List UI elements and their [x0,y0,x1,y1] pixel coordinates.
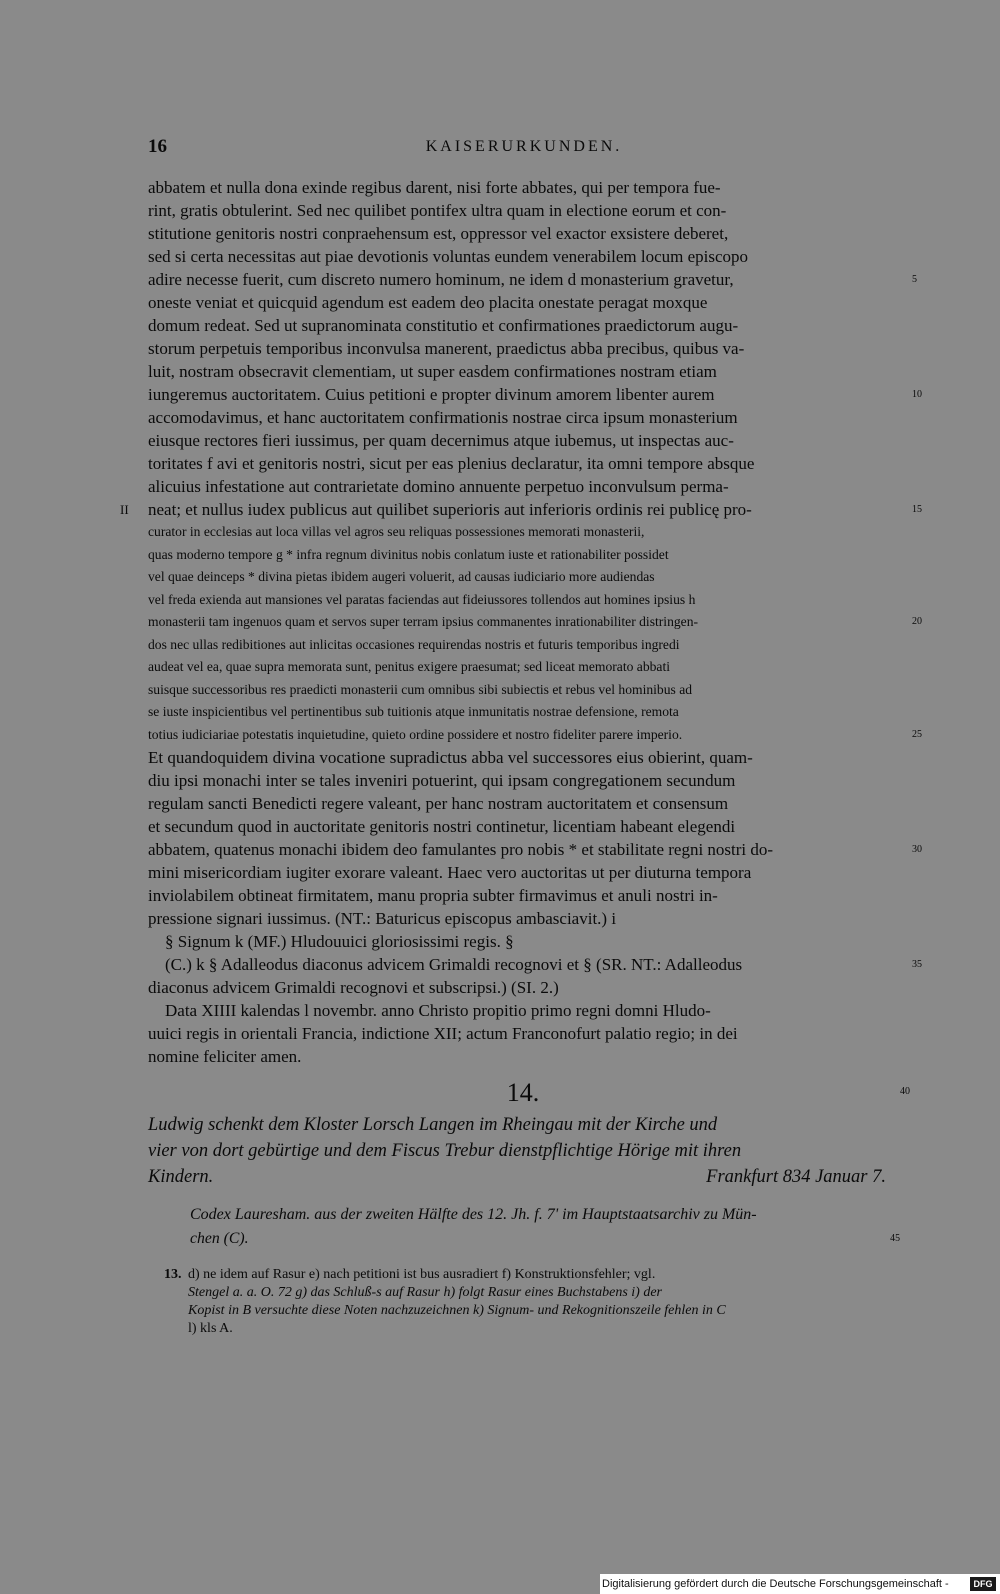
line-text: se iuste inspicientibus vel pertinentibus sub tuitionis atque inmunitatis nostrae defensione, remota [148,704,679,719]
charter-text [120,176,922,1068]
line-number: 30 [912,844,922,855]
footnote-line: Stengel a. a. O. 72 g) das Schluß-s auf Rasur h) folgt Rasur eines Buchstabens i) der [188,1285,663,1300]
footnote-text: d) ne idem auf Rasur e) nach petitioni ist bus ausradiert f) Konstruktionsfehler; vgl. [188,1267,656,1282]
text-line [148,634,898,657]
text-line [148,769,898,792]
text-line [148,589,898,612]
line-text: regulam sancti Benedicti regere valeant, per hanc nostram auctoritatem et consensum [148,794,729,813]
line-text: quas moderno tempore g * infra regnum divinitus nobis conlatum iuste et rationabiliter possidet [148,546,669,562]
line-number: 10 [912,389,922,400]
text-line [148,861,898,884]
line-text: pressione signari iussimus. (NT.: Baturicus episcopus ambasciavit.) i [148,909,617,928]
line-number: 25 [912,728,922,740]
text-line [148,746,898,769]
text-line [148,999,898,1022]
text-line [148,976,898,999]
text-line [148,611,922,634]
line-text: sed si certa necessitas aut piae devotionis voluntas eundem venerabilem locum episcopo [148,247,749,266]
line-text: stitutione genitoris nostri conpraehensum est, oppressor vel exactor exsistere deberet, [148,224,729,243]
line-text: alicuius infestatione aut contrarietate domino annuente perpetuo inconvulsum perma- [148,477,729,496]
document-number-block [148,1078,910,1108]
text-line [148,176,898,199]
text-line [148,701,898,724]
line-text: uuici regis in orientali Francia, indictione XII; actum Franconofurt palatio regio; in dei [148,1024,738,1043]
text-line [148,1022,898,1045]
line-text: luit, nostram obsecravit clementiam, ut super easdem confirmationes nostram etiam [148,362,717,381]
footnote-line: l) kls A. [188,1321,233,1336]
line-text: et secundum quod in auctoritate genitoris nostri continetur, licentiam habeant elegendi [148,817,736,836]
text-line [148,544,898,567]
regest-line: vier von dort gebürtige und dem Fiscus Trebur dienstpflichtige Hörige mit ihren [148,1141,742,1161]
line-text: storum perpetuis temporibus inconvulsa manerent, praedictus abba precibus, quibus va- [148,339,745,358]
line-text: abbatem, quatenus monachi ibidem deo famulantes pro nobis * et stabilitate regni nostri do- [148,840,774,859]
line-number: 35 [912,959,922,970]
line-text: neat; et nullus iudex publicus aut quilibet superioris aut inferioris ordinis rei publicę pro- [148,500,752,519]
line-text: domum redeat. Sed ut supranominata constitutio et confirmationes praedictorum augu- [148,316,739,335]
text-line [148,656,898,679]
text-line [148,792,898,815]
line-text: toritates f avi et genitoris nostri, sicut per eas plenius declaratur, ita omni tempore absque [148,454,755,473]
line-text: accomodavimus, et hanc auctoritatem confirmationis nostrae circa ipsum monasterium [148,408,738,427]
line-number: 20 [912,616,922,627]
line-text: eiusque rectores fieri iussimus, per quam decernimus atque iubemus, ut inspectas auc- [148,431,734,450]
line-text: monasterii tam ingenuos quam et servos super terram ipsius commanentes inrationabiliter distringen- [148,614,699,629]
text-line [148,930,898,953]
line-text: oneste veniat et quicquid agendum est eadem deo placita onestate peragat moxque [148,293,708,312]
line-text: rint, gratis obtulerint. Sed nec quilibet pontifex ultra quam in electione eorum et con- [148,201,727,220]
original-page-marker: II [120,502,129,517]
line-text: vel quae deinceps * divina pietas ibidem augeri voluerit, ad causas iudiciario more audiendas [148,569,655,584]
line-text: (C.) k § Adalleodus diaconus advicem Grimaldi recognovi et § (SR. NT.: Adalleodus [148,955,743,974]
source-line [190,1227,900,1251]
line-text: suisque successoribus res praedicti monasterii cum omnibus sibi subiectis et rebus vel hominibus ad [148,681,693,697]
text-line [148,475,898,498]
text-line [148,406,898,429]
line-text: mini misericordiam iugiter exorare valeant. Haec vero auctoritas ut per diuturna tempora [148,863,752,882]
footnote-line: Kopist in B versuchte diese Noten nachzuzeichnen k) Signum- und Rekognitionszeile fehlen in C [188,1303,726,1318]
text-line [148,429,898,452]
page-header [148,136,900,164]
line-text: dos nec ullas redibitiones aut inlicitas occasiones requirendas nostris et futuris temporibus ingredi [148,636,680,652]
text-line [148,1045,898,1068]
text-line [148,884,898,907]
line-text: audeat vel ea, quae supra memorata sunt, penitus exigere praesumat; sed liceat memorato abbati [148,659,671,674]
document-number: 14. [506,1078,540,1107]
text-line [148,679,898,702]
line-text: iungeremus auctoritatem. Cuius petitioni e propter divinum amorem libenter aurem [148,385,715,404]
dfg-logo: DFG [970,1577,996,1591]
line-text: adire necesse fuerit, cum discreto numero hominum, ne idem d monasterium gravetur, [148,270,734,289]
regest-line [148,1164,900,1190]
source-line: Codex Lauresham. aus der zweiten Hälfte des 12. Jh. f. 7' im Hauptstaatsarchiv zu Mün- [190,1206,757,1223]
regest-line-text: Kindern. [148,1167,214,1187]
text-line [148,383,922,406]
line-text: Et quandoquidem divina vocatione supradictus abba vel successores eius obierint, quam- [148,748,753,767]
page-number: 16 [148,136,167,157]
footer-text: Digitalisierung gefördert durch die Deutsche Forschungsgemeinschaft - [602,1578,949,1590]
line-number: 15 [912,504,922,515]
text-line [148,337,898,360]
running-title: KAISERURKUNDEN. [425,138,623,155]
footnotes [164,1266,900,1338]
text-line [148,291,898,314]
text-line [148,838,922,861]
text-line [148,566,898,589]
digitization-footer [600,1574,1000,1594]
line-text: diaconus advicem Grimaldi recognovi et subscripsi.) (SI. 2.) [148,978,559,997]
text-line [120,498,922,521]
line-text: totius iudiciariae potestatis inquietudine, quieto ordine possidere et nostro fideliter parere imperio. [148,726,683,742]
line-number: 5 [912,274,917,285]
place-date: Frankfurt 834 Januar 7. [706,1167,886,1187]
text-line [148,268,917,291]
text-line [148,245,898,268]
line-number: 45 [890,1233,900,1244]
text-line [148,815,898,838]
regest [148,1112,900,1190]
source-note [190,1203,900,1251]
text-line [148,199,898,222]
text-line [148,222,898,245]
text-line [148,452,898,475]
line-text: abbatem et nulla dona exinde regibus darent, nisi forte abbates, qui per tempora fue- [148,178,721,197]
line-text: curator in ecclesias aut loca villas vel agros seu reliquas possessiones memorati monasterii, [148,524,645,539]
regest-line: Ludwig schenkt dem Kloster Lorsch Langen im Rheingau mit der Kirche und [148,1115,718,1135]
text-line [148,521,898,544]
text-line [148,724,922,747]
footnote-document-number: 13. [164,1267,182,1282]
source-line-text: chen (C). [190,1230,249,1247]
line-number: 40 [900,1086,910,1097]
text-line [148,953,922,976]
text-line [148,907,898,930]
line-text: diu ipsi monachi inter se tales inveniri potuerint, qui ipsam congregationem secundum [148,771,736,790]
line-text: § Signum k (MF.) Hludouuici gloriosissimi regis. § [148,932,514,951]
line-text: Data XIIII kalendas l novembr. anno Christo propitio primo regni domni Hludo- [148,1001,711,1020]
footnote-line [164,1266,900,1284]
line-text: inviolabilem obtineat firmitatem, manu propria subter firmavimus et anuli nostri in- [148,886,718,905]
text-line [148,314,898,337]
text-line [148,360,898,383]
line-text: vel freda exienda aut mansiones vel paratas faciendas aut fideiussores tollendos aut homines ipsius h [148,591,696,607]
line-text: nomine feliciter amen. [148,1047,302,1066]
